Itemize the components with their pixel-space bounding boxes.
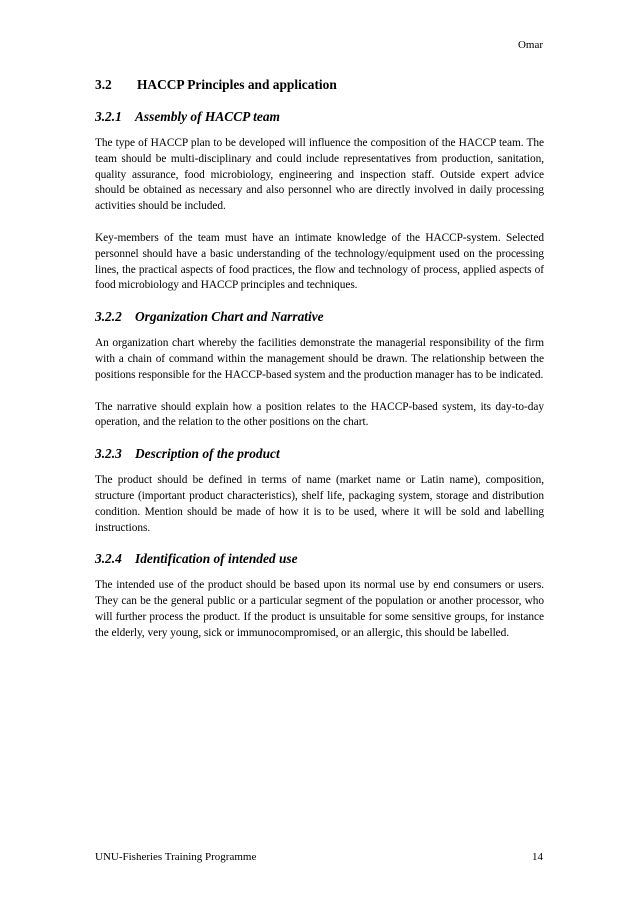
page-content bbox=[95, 76, 544, 642]
subsection-number: 3.2.3 bbox=[95, 446, 122, 462]
subsection-heading bbox=[95, 445, 544, 463]
page-footer-programme: UNU-Fisheries Training Programme bbox=[95, 851, 257, 863]
subsection-heading bbox=[95, 108, 544, 126]
section-title: HACCP Principles and application bbox=[137, 77, 337, 92]
paragraph: The product should be defined in terms of name (market name or Latin name), composition, structure (important product characteristics), shelf life, packaging system, storage and distribution condition. Mention should be made of how it is to be used, where it will be sold and labelling instructions. bbox=[95, 474, 544, 534]
subsection-number: 3.2.4 bbox=[95, 551, 122, 567]
subsection-title: Identification of intended use bbox=[135, 551, 298, 567]
subsection-heading bbox=[95, 308, 544, 326]
paragraph: An organization chart whereby the facilities demonstrate the managerial responsibility of the firm with a chain of command within the management should be drawn. The relationship between the positions responsible for the HACCP-based system and the production manager has to be indicated. bbox=[95, 337, 544, 381]
subsection-number: 3.2.2 bbox=[95, 309, 122, 325]
subsection-title: Assembly of HACCP team bbox=[135, 109, 280, 124]
page-header-author: Omar bbox=[517, 39, 543, 51]
paragraph: Key-members of the team must have an intimate knowledge of the HACCP-system. Selected personnel should have a basic understanding of the technology/equipment used on the processing lines, the practical aspects of food practices, the flow and technology of process, applied aspects of food microbiology and HACCP principles and techniques. bbox=[95, 231, 544, 292]
subsection-title: Description of the product bbox=[135, 446, 280, 462]
paragraph: The narrative should explain how a position relates to the HACCP-based system, its day-to-day operation, and the relation to the other positions on the chart. bbox=[95, 400, 544, 429]
paragraph: The intended use of the product should be based upon its normal use by end consumers or users. They can be the general public or a particular segment of the population or another processor, who will further process the product. If the product is unsuitable for some sensitive groups, for instance the elderly, very young, sick or immunocompromised, or an allergic, this should be labelled. bbox=[95, 579, 544, 639]
subsection-heading bbox=[95, 550, 544, 568]
section-number: 3.2 bbox=[95, 77, 112, 92]
paragraph: The type of HACCP plan to be developed will influence the composition of the HACCP team. The team should be multi-disciplinary and could include representatives from production, sanitation, quality assurance, food microbiology, engineering and inspection staff. Outside expert advice should be obtained as necessary and also personnel who are directly involved in daily processing activities should be included. bbox=[95, 137, 544, 213]
section-heading bbox=[95, 76, 544, 94]
subsection-number: 3.2.1 bbox=[95, 109, 122, 124]
page-number: 14 bbox=[532, 851, 543, 863]
subsection-title: Organization Chart and Narrative bbox=[135, 309, 324, 325]
